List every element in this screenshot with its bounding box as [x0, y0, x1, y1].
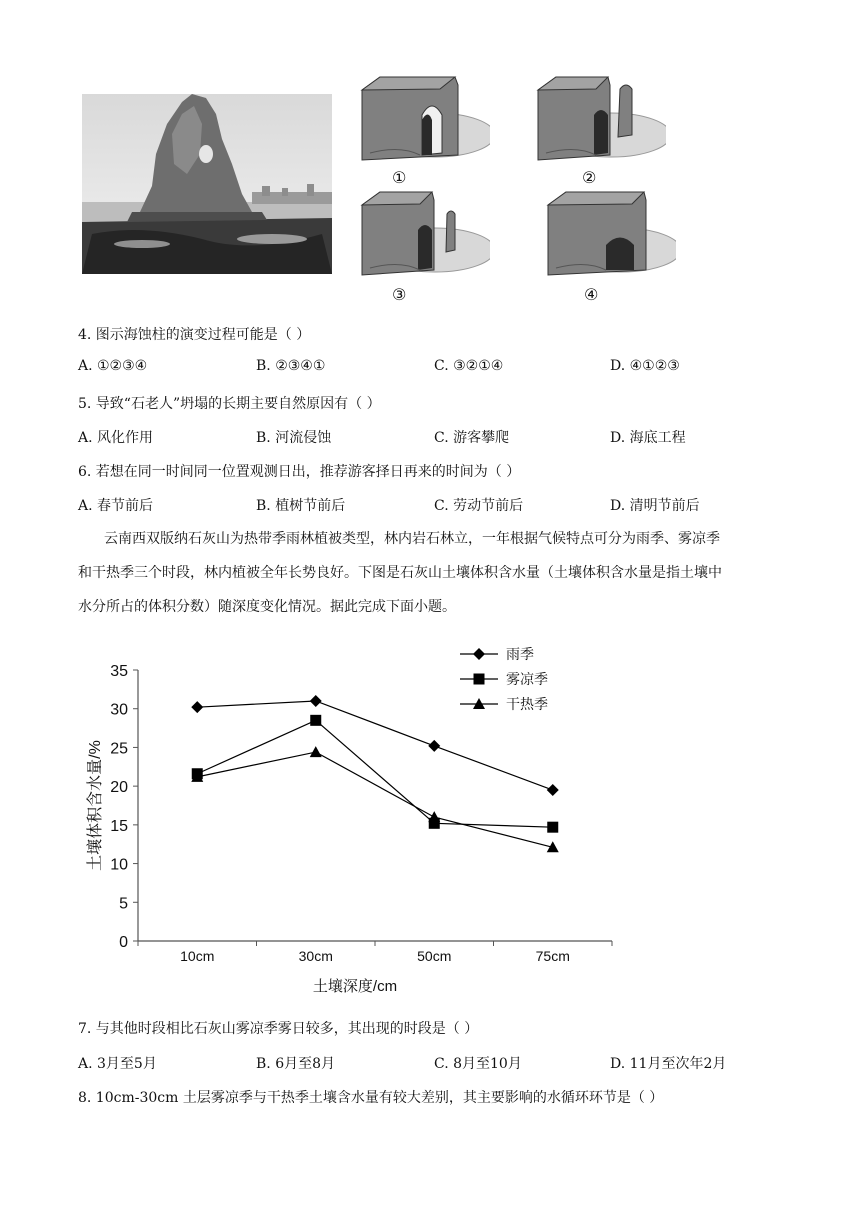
question-7-stem: 7. 与其他时段相比石灰山雾凉季雾日较多，其出现的时段是（ ）	[78, 1021, 479, 1037]
x-axis-label: 土壤深度/cm	[312, 978, 398, 995]
question-4-option-b[interactable]: B. ②③④①	[256, 358, 326, 374]
x-tick-label: 30cm	[298, 948, 333, 964]
y-tick-label: 15	[110, 817, 128, 835]
series-line-triangle	[197, 752, 553, 847]
question-7-option-c[interactable]: C. 8月至10月	[434, 1056, 522, 1072]
question-6-stem: 6. 若想在同一时间同一位置观测日出，推荐游客择日再来的时间为（ ）	[78, 464, 521, 480]
figure-label-2: ②	[582, 168, 597, 187]
question-8-stem: 8. 10cm-30cm 土层雾凉季与干热季土壤含水量有较大差别，其主要影响的水循环环节是（ ）	[78, 1090, 664, 1106]
data-point-diamond	[310, 695, 322, 707]
question-6-option-b[interactable]: B. 植树节前后	[256, 498, 346, 514]
question-7-option-d[interactable]: D. 11月至次年2月	[610, 1056, 727, 1072]
question-7-option-b[interactable]: B. 6月至8月	[256, 1056, 336, 1072]
stage-diagram-3	[360, 190, 490, 280]
legend-label: 雾凉季	[506, 671, 548, 687]
series-line-diamond	[197, 701, 553, 790]
data-point-triangle	[310, 746, 322, 757]
y-tick-label: 10	[110, 856, 128, 874]
passage-line-3: 水分所占的体积分数）随深度变化情况。据此完成下面小题。	[78, 599, 456, 615]
data-point-diamond	[191, 701, 203, 713]
y-tick-label: 30	[110, 701, 128, 719]
x-tick-label: 10cm	[180, 948, 215, 964]
question-5-option-b[interactable]: B. 河流侵蚀	[256, 430, 332, 446]
question-5-option-a[interactable]: A. 风化作用	[78, 430, 154, 446]
legend-label: 雨季	[506, 646, 534, 662]
legend-marker-square	[474, 674, 485, 685]
question-6-option-a[interactable]: A. 春节前后	[78, 498, 154, 514]
data-point-diamond	[547, 784, 559, 796]
y-tick-label: 20	[110, 779, 128, 797]
legend-label: 干热季	[506, 696, 548, 712]
y-tick-label: 0	[119, 934, 128, 951]
y-axis-label: 土壤体积含水量/%	[87, 740, 104, 871]
y-tick-label: 25	[110, 740, 128, 758]
passage-line-2: 和干热季三个时段，林内植被全年长势良好。下图是石灰山土壤体积含水量（土壤体积含水量是指土壤中	[78, 565, 722, 581]
question-4-option-c[interactable]: C. ③②①④	[434, 358, 504, 374]
data-point-triangle	[428, 811, 440, 822]
stage-diagram-4	[546, 190, 676, 280]
question-4-option-d[interactable]: D. ④①②③	[610, 358, 680, 374]
question-6-option-d[interactable]: D. 清明节前后	[610, 498, 700, 514]
x-tick-label: 75cm	[535, 948, 570, 964]
legend-marker-diamond	[473, 648, 485, 660]
figure-label-4: ④	[584, 285, 599, 304]
question-4-stem: 4. 图示海蚀柱的演变过程可能是（ ）	[78, 327, 311, 343]
question-5-option-c[interactable]: C. 游客攀爬	[434, 430, 510, 446]
y-tick-label: 35	[110, 663, 128, 680]
question-5-stem: 5. 导致“石老人”坍塌的长期主要自然原因有（ ）	[78, 396, 381, 412]
question-4-option-a[interactable]: A. ①②③④	[78, 358, 148, 374]
question-5-option-d[interactable]: D. 海底工程	[610, 430, 686, 446]
passage-line-1: 云南西双版纳石灰山为热带季雨林植被类型，林内岩石林立，一年根据气候特点可分为雨季、雾凉季	[104, 531, 720, 547]
y-tick-label: 5	[119, 895, 128, 913]
sea-stack-photo	[82, 94, 332, 274]
x-tick-label: 50cm	[417, 948, 452, 964]
question-6-option-c[interactable]: C. 劳动节前后	[434, 498, 524, 514]
figure-label-3: ③	[392, 285, 407, 304]
series-line-square	[197, 720, 553, 827]
soil-moisture-chart	[80, 640, 640, 1000]
data-point-square	[310, 715, 321, 726]
stage-diagram-1	[360, 75, 490, 165]
stage-diagram-2	[536, 75, 666, 165]
data-point-diamond	[428, 740, 440, 752]
data-point-square	[547, 822, 558, 833]
figure-label-1: ①	[392, 168, 407, 187]
question-7-option-a[interactable]: A. 3月至5月	[78, 1056, 157, 1072]
